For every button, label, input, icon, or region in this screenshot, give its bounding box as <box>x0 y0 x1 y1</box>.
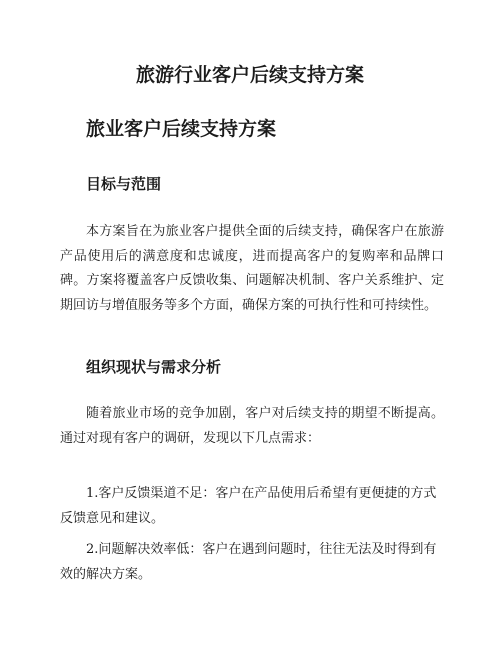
list-item-label: 问题解决效率低： <box>98 542 203 557</box>
section-heading-analysis: 组织现状与需求分析 <box>86 358 222 376</box>
list-item-text: 客户在产品使用后希望有更便捷的方式反馈意见和建议。 <box>60 486 437 526</box>
section-paragraph-analysis: 随着旅业市场的竞争加剧，客户对后续支持的期望不断提高。通过对现有客户的调研，发现以下几点需求： <box>60 406 444 446</box>
list-item-number: 2. <box>86 542 99 557</box>
section-heading-goals: 目标与范围 <box>86 175 162 193</box>
document-title: 旅游行业客户后续支持方案 <box>135 64 364 86</box>
section-paragraph-goals: 本方案旨在为旅业客户提供全面的后续支持，确保客户在旅游产品使用后的满意度和忠诚度，进而提高客户的复购率和品牌口碑。方案将覆盖客户反馈收集、问题解决机制、客户关系维护、定期回访与增值服务等多个方面，确保方案的可执行性和可持续性。 <box>60 224 444 313</box>
list-item-label: 客户反馈渠道不足： <box>98 486 216 501</box>
list-item <box>60 538 444 587</box>
list-item-text: 客户在遇到问题时，往往无法及时得到有效的解决方案。 <box>60 542 437 582</box>
list-item-number: 1. <box>86 486 99 501</box>
list-item <box>60 482 444 531</box>
main-heading: 旅业客户后续支持方案 <box>86 118 277 140</box>
